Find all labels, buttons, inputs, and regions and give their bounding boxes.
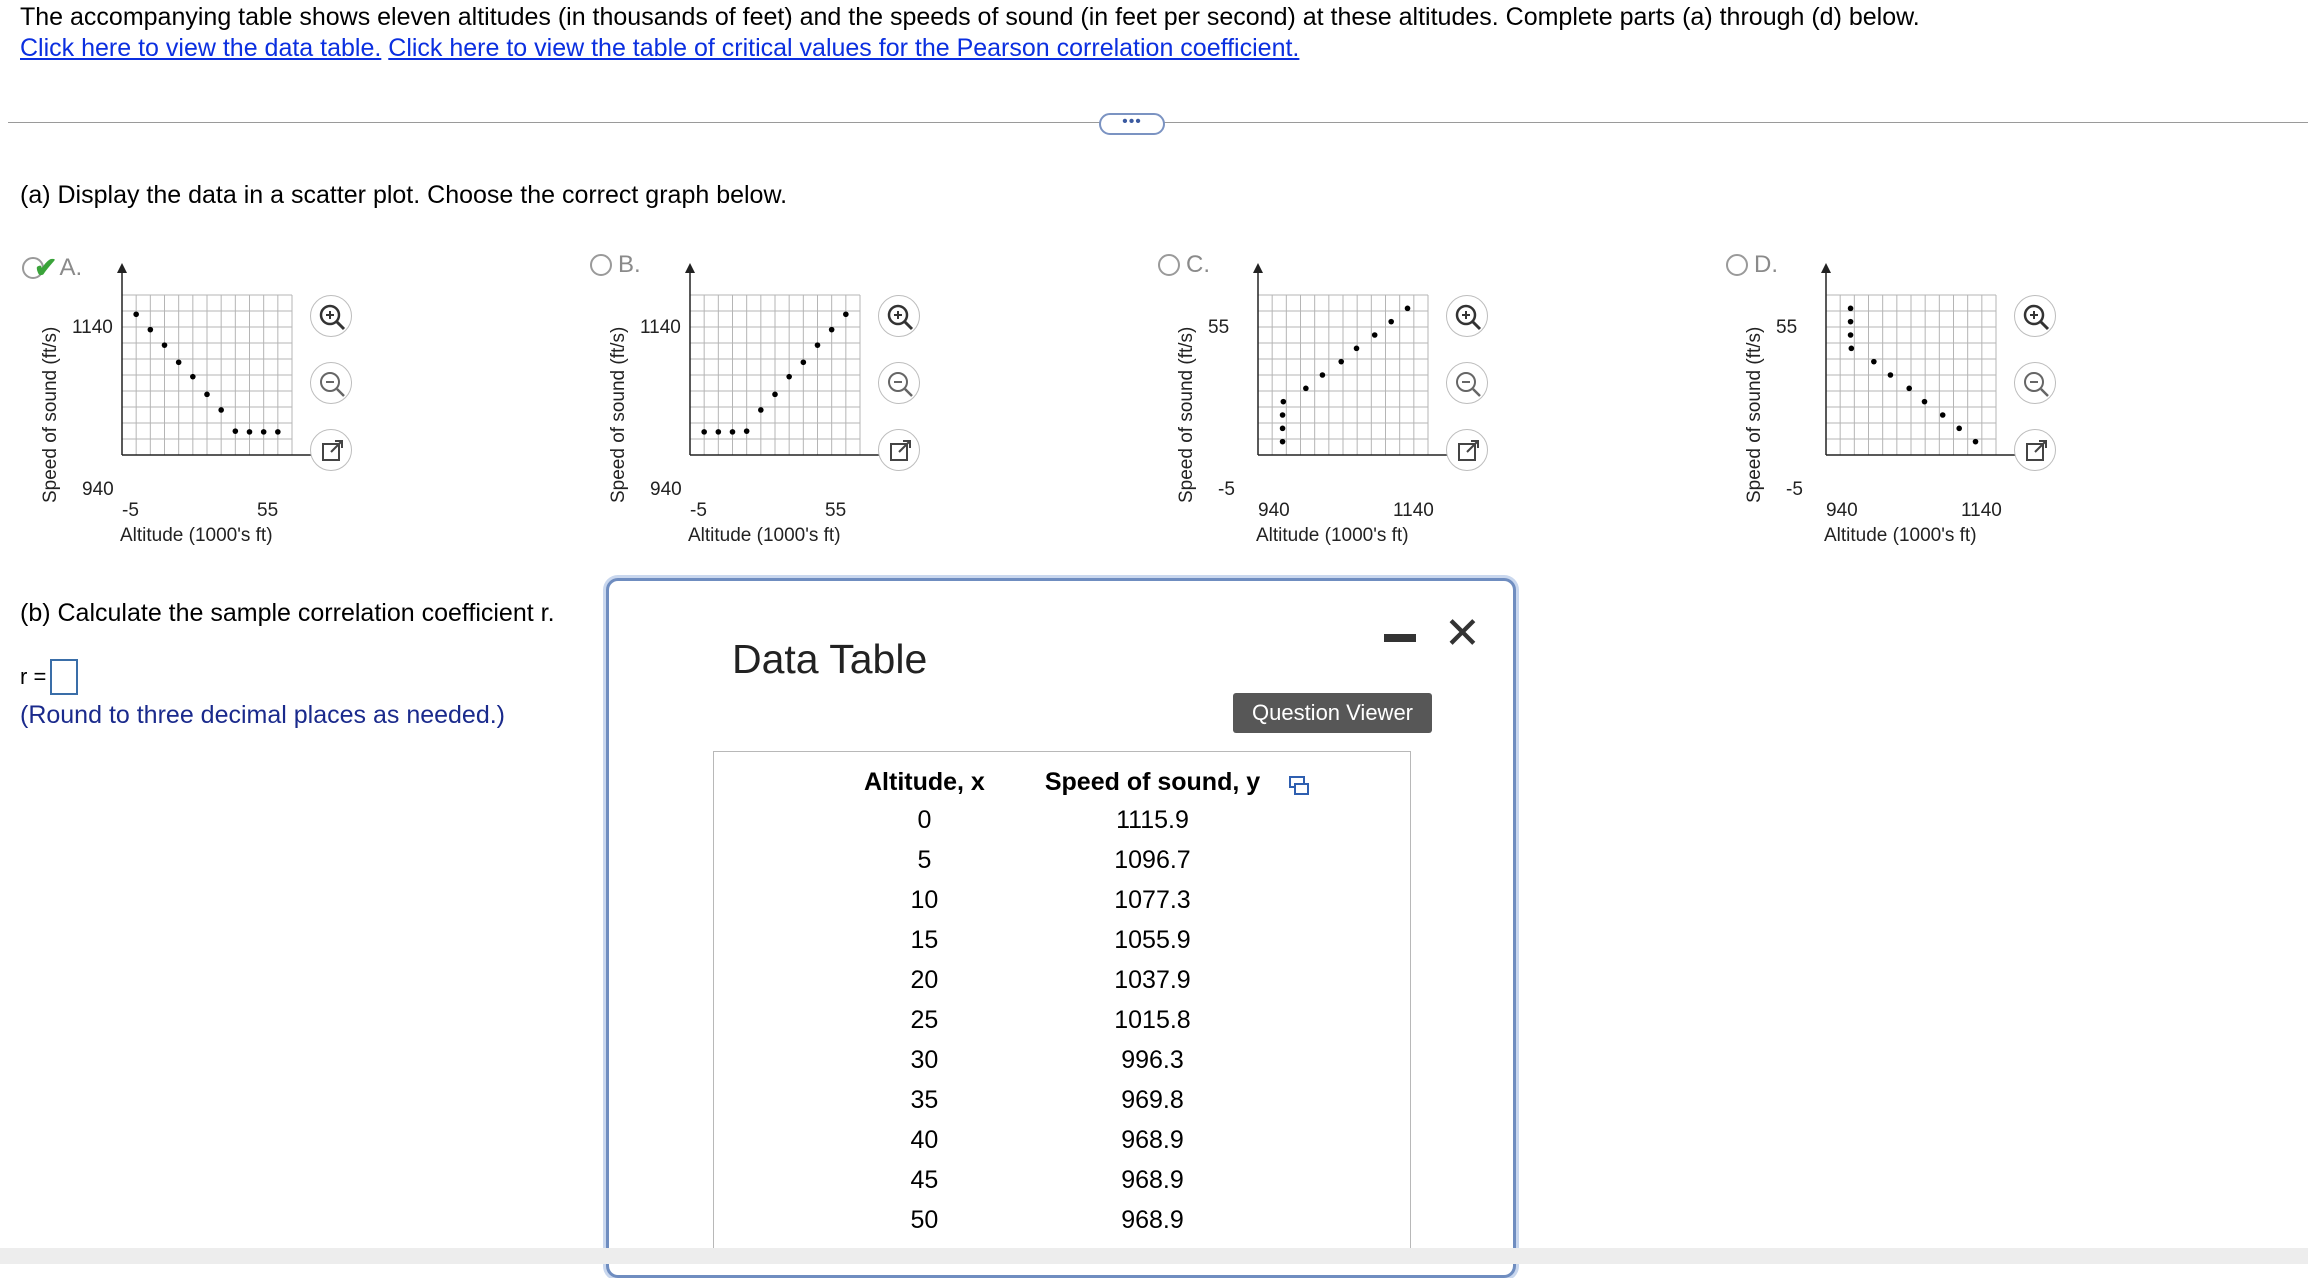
- data-point: [1922, 399, 1928, 405]
- x-tick-right: 1140: [1961, 500, 2002, 521]
- x-tick-right: 55: [257, 500, 279, 521]
- altitude-cell: 10: [910, 885, 939, 914]
- table-row: [834, 1120, 1290, 1160]
- data-point: [1280, 439, 1286, 445]
- radio-button[interactable]: [590, 254, 612, 276]
- altitude-cell: 30: [910, 1045, 939, 1074]
- data-point: [716, 429, 722, 435]
- popout-icon[interactable]: [2014, 429, 2056, 471]
- rounding-note: (Round to three decimal places as needed.): [20, 701, 506, 729]
- data-point: [829, 327, 835, 333]
- y-tick-bottom: 940: [650, 479, 682, 500]
- y-axis-arrow: [117, 263, 127, 273]
- y-tick-top: 55: [1776, 317, 1798, 338]
- data-point: [247, 429, 253, 435]
- x-axis-title: Altitude (1000's ft): [1824, 525, 1977, 546]
- column-header-altitude: Altitude, x: [864, 767, 985, 796]
- data-point: [1303, 386, 1309, 392]
- option-letter: A.: [59, 253, 83, 281]
- altitude-cell: 40: [910, 1125, 939, 1154]
- y-axis-title: Speed of sound (ft/s): [40, 326, 61, 503]
- speed-cell: 968.9: [1121, 1205, 1184, 1234]
- speed-cell: 1055.9: [1114, 925, 1191, 954]
- y-tick-bottom: -5: [1218, 479, 1235, 500]
- altitude-cell: 5: [917, 845, 932, 874]
- data-point: [1973, 439, 1979, 445]
- data-point: [275, 429, 281, 435]
- critical-values-link[interactable]: Click here to view the table of critical values for the Pearson correlation coefficient.: [388, 34, 1300, 62]
- data-point: [1372, 332, 1378, 338]
- data-table: [713, 751, 1411, 1261]
- table-row: [834, 1080, 1290, 1120]
- x-tick-left: 940: [1826, 500, 1858, 521]
- minimize-icon[interactable]: [1384, 634, 1416, 642]
- data-point: [772, 392, 778, 398]
- table-row: [834, 920, 1290, 960]
- popout-icon[interactable]: [310, 429, 352, 471]
- data-point: [1281, 399, 1287, 405]
- question-intro: The accompanying table shows eleven altitudes (in thousands of feet) and the speeds of sound (in feet per second) at these altitudes. Complete parts (a) through (d) below.: [20, 3, 1920, 31]
- altitude-cell: 25: [910, 1005, 939, 1034]
- radio-button[interactable]: [1158, 254, 1180, 276]
- x-axis-title: Altitude (1000's ft): [1256, 525, 1409, 546]
- dialog-title: Data Table: [732, 636, 928, 682]
- zoom-in-icon[interactable]: [1446, 295, 1488, 337]
- zoom-in-icon[interactable]: [310, 295, 352, 337]
- data-point: [1848, 332, 1854, 338]
- altitude-cell: 50: [910, 1205, 939, 1234]
- table-row: [834, 1000, 1290, 1040]
- y-axis-title: Speed of sound (ft/s): [1744, 326, 1765, 503]
- data-point: [1956, 426, 1962, 432]
- option-letter: B.: [618, 251, 641, 278]
- column-header-speed: Speed of sound, y: [1044, 767, 1261, 796]
- question-links: [20, 34, 1299, 63]
- radio-button[interactable]: [1726, 254, 1748, 276]
- y-axis-title: Speed of sound (ft/s): [608, 326, 629, 503]
- option-label[interactable]: [22, 251, 82, 284]
- x-axis-title: Altitude (1000's ft): [688, 525, 841, 546]
- bottom-bar: [0, 1248, 2308, 1264]
- data-point: [1354, 346, 1360, 352]
- speed-cell: 969.8: [1121, 1085, 1184, 1114]
- x-axis-title: Altitude (1000's ft): [120, 525, 273, 546]
- y-tick-top: 55: [1208, 317, 1230, 338]
- data-point: [786, 374, 792, 380]
- x-tick-left: -5: [690, 500, 707, 521]
- scatter-svg: [690, 267, 908, 465]
- copy-table-icon[interactable]: [1288, 775, 1310, 797]
- altitude-cell: 20: [910, 965, 939, 994]
- data-point: [730, 429, 736, 435]
- scatter-plot: [1258, 267, 1476, 470]
- popout-icon[interactable]: [878, 429, 920, 471]
- r-label: r =: [20, 664, 47, 689]
- popout-icon[interactable]: [1446, 429, 1488, 471]
- zoom-out-icon[interactable]: [310, 362, 352, 404]
- data-point: [815, 342, 821, 348]
- data-table-link[interactable]: Click here to view the data table.: [20, 34, 382, 62]
- data-point: [744, 428, 750, 434]
- table-row: [834, 960, 1290, 1000]
- data-point: [162, 342, 168, 348]
- data-point: [233, 428, 239, 434]
- data-point: [1849, 346, 1855, 352]
- speed-cell: 1015.8: [1114, 1005, 1191, 1034]
- option-letter: D.: [1754, 251, 1778, 278]
- scatter-svg: [122, 267, 340, 465]
- zoom-out-icon[interactable]: [878, 362, 920, 404]
- option-letter: C.: [1186, 251, 1210, 278]
- x-tick-left: -5: [122, 500, 139, 521]
- r-answer-row: [20, 659, 78, 695]
- y-tick-top: 1140: [640, 317, 681, 338]
- y-axis-arrow: [1821, 263, 1831, 273]
- data-point: [1405, 306, 1411, 312]
- r-input[interactable]: [50, 659, 78, 695]
- y-axis-title: Speed of sound (ft/s): [1176, 326, 1197, 503]
- y-tick-bottom: -5: [1786, 479, 1803, 500]
- data-point: [1940, 412, 1946, 418]
- checkmark-icon: ✔: [34, 252, 58, 283]
- data-point: [218, 407, 224, 413]
- y-tick-bottom: 940: [82, 479, 114, 500]
- scatter-plot: [1826, 267, 2044, 470]
- table-row: [834, 1200, 1290, 1240]
- data-point: [133, 311, 139, 317]
- y-tick-top: 1140: [72, 317, 113, 338]
- data-point: [1871, 359, 1877, 365]
- expand-more-button[interactable]: •••: [1099, 113, 1165, 135]
- close-icon[interactable]: ✕: [1444, 609, 1481, 658]
- y-axis-arrow: [1253, 263, 1263, 273]
- table-row: [834, 840, 1290, 880]
- scatter-svg: [1826, 267, 2044, 465]
- speed-cell: 968.9: [1121, 1165, 1184, 1194]
- speed-cell: 1037.9: [1114, 965, 1191, 994]
- data-point: [1848, 306, 1854, 312]
- speed-cell: 968.9: [1121, 1125, 1184, 1154]
- zoom-out-icon[interactable]: [2014, 362, 2056, 404]
- data-point: [801, 359, 807, 365]
- data-point: [190, 374, 196, 380]
- question-viewer-button[interactable]: Question Viewer: [1233, 693, 1432, 733]
- data-point: [1280, 426, 1286, 432]
- data-point: [1906, 386, 1912, 392]
- data-point: [1338, 359, 1344, 365]
- y-axis-arrow: [685, 263, 695, 273]
- option-label[interactable]: [1158, 251, 1210, 279]
- data-point: [176, 359, 182, 365]
- altitude-cell: 35: [910, 1085, 939, 1114]
- table-row: [834, 1040, 1290, 1080]
- data-point: [1888, 372, 1894, 378]
- option-label[interactable]: [590, 251, 641, 279]
- data-point: [1280, 412, 1286, 418]
- part-b-prompt: (b) Calculate the sample correlation coefficient r.: [20, 599, 555, 627]
- altitude-cell: 45: [910, 1165, 939, 1194]
- speed-cell: 1115.9: [1116, 805, 1189, 834]
- data-point: [701, 429, 707, 435]
- zoom-out-icon[interactable]: [1446, 362, 1488, 404]
- speed-cell: 996.3: [1121, 1045, 1184, 1074]
- speed-cell: 1077.3: [1114, 885, 1191, 914]
- x-tick-left: 940: [1258, 500, 1290, 521]
- scatter-svg: [1258, 267, 1476, 465]
- altitude-cell: 15: [910, 925, 939, 954]
- data-point: [1320, 372, 1326, 378]
- table-row: [834, 1160, 1290, 1200]
- data-point: [1848, 319, 1854, 325]
- scatter-plot: [690, 267, 908, 470]
- zoom-in-icon[interactable]: [878, 295, 920, 337]
- option-label[interactable]: [1726, 251, 1778, 279]
- data-point: [261, 429, 267, 435]
- table-row: [834, 880, 1290, 920]
- x-tick-right: 1140: [1393, 500, 1434, 521]
- altitude-cell: 0: [917, 805, 932, 834]
- data-point: [758, 407, 764, 413]
- data-point: [1388, 319, 1394, 325]
- scatter-plot: [122, 267, 340, 470]
- data-point: [843, 311, 849, 317]
- data-point: [148, 327, 154, 333]
- table-row: [834, 800, 1290, 840]
- part-a-prompt: (a) Display the data in a scatter plot. Choose the correct graph below.: [20, 181, 788, 209]
- data-point: [204, 392, 210, 398]
- x-tick-right: 55: [825, 500, 847, 521]
- speed-cell: 1096.7: [1114, 845, 1191, 874]
- zoom-in-icon[interactable]: [2014, 295, 2056, 337]
